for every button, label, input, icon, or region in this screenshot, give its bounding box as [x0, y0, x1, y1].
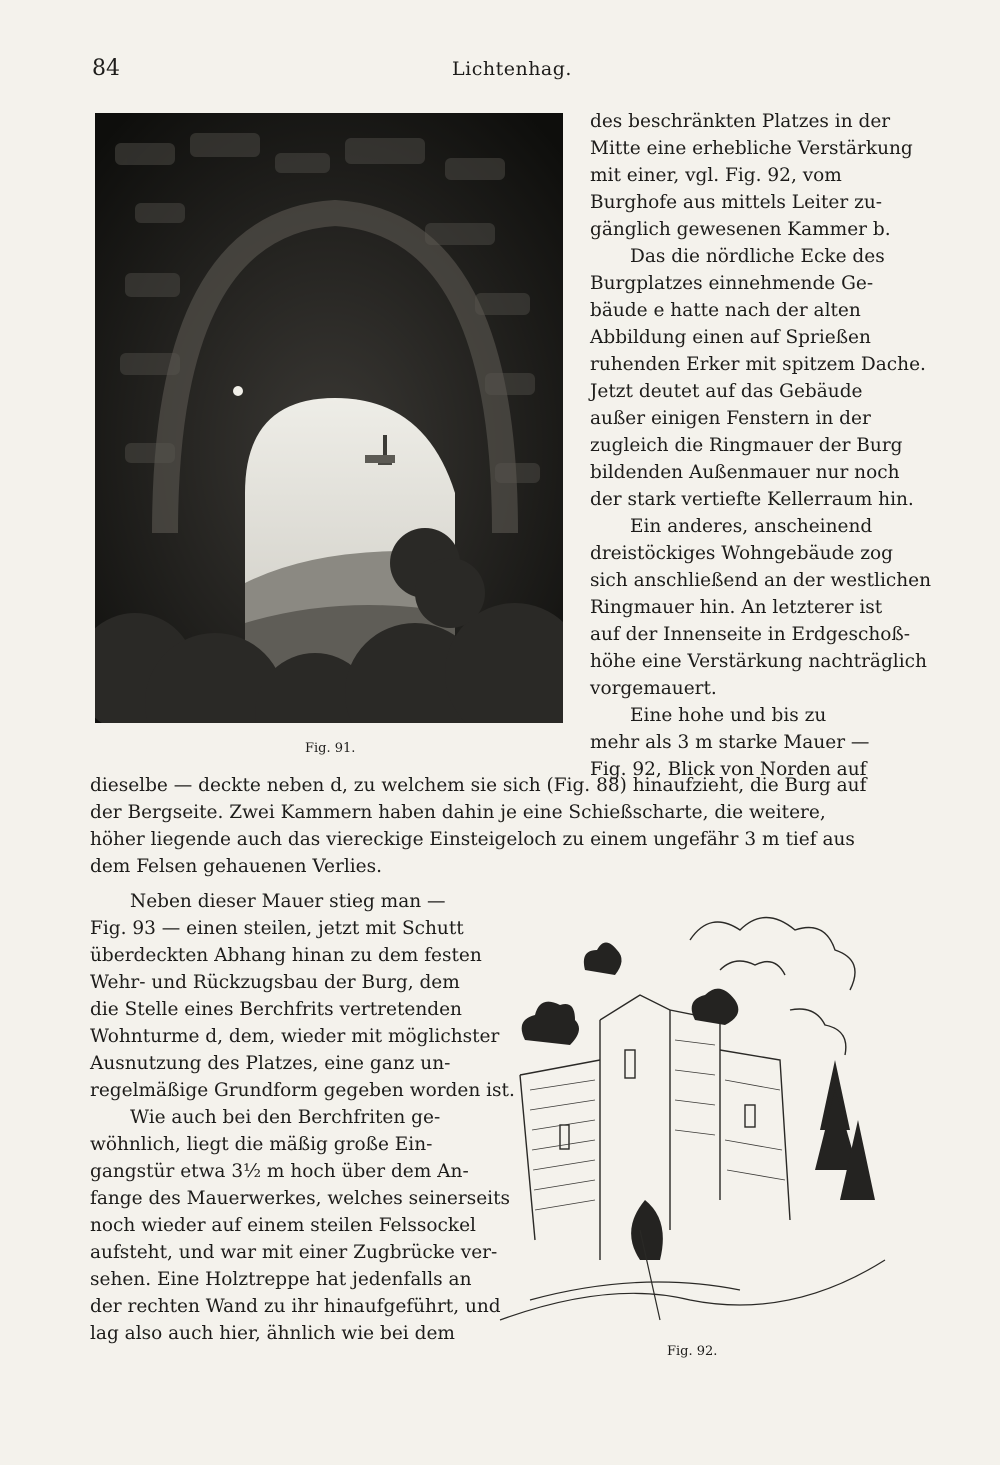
text-line: regelmäßige Grundform gegeben worden ist.: [90, 1080, 515, 1101]
text-line: Burghofe aus mittels Leiter zu-: [590, 192, 882, 213]
text-line: der stark vertiefte Kellerraum hin.: [590, 489, 914, 510]
figure-92-caption: Fig. 92.: [667, 1344, 718, 1359]
text-line: noch wieder auf einem steilen Felssockel: [90, 1215, 476, 1236]
text-line: gangstür etwa 3½ m hoch über dem An-: [90, 1161, 469, 1182]
text-line: außer einigen Fenstern in der: [590, 408, 871, 429]
text-line: fange des Mauerwerkes, welches seinerseits: [90, 1188, 510, 1209]
text-line: höher liegende auch das viereckige Einsteigeloch zu einem ungefähr 3 m tief aus: [90, 829, 855, 850]
text-line: Fig. 93 — einen steilen, jetzt mit Schutt: [90, 918, 464, 939]
figure-91-photo: [95, 113, 563, 723]
text-line: lag also auch hier, ähnlich wie bei dem: [90, 1323, 455, 1344]
ruin-tower-illustration: [490, 900, 895, 1340]
text-line: dreistöckiges Wohngebäude zog: [590, 543, 893, 564]
text-line: Wohnturme d, dem, wieder mit möglichster: [90, 1026, 500, 1047]
text-line: zugleich die Ringmauer der Burg: [590, 435, 903, 456]
text-line: des beschränkten Platzes in der: [590, 111, 891, 132]
text-line: Burgplatzes einnehmende Ge-: [590, 273, 874, 294]
text-line: Das die nördliche Ecke des: [630, 246, 885, 267]
text-line: sich anschließend an der westlichen: [590, 570, 932, 591]
text-line: mehr als 3 m starke Mauer —: [590, 732, 870, 753]
figure-92-drawing: [490, 900, 895, 1340]
full-width-text: [90, 772, 905, 880]
text-line: bildenden Außenmauer nur noch: [590, 462, 900, 483]
text-line: Jetzt deutet auf das Gebäude: [590, 381, 863, 402]
figure-91-caption: Fig. 91.: [305, 741, 356, 756]
text-line: Fig. 92, Blick von Norden auf: [590, 759, 867, 780]
page-number: 84: [92, 56, 120, 81]
text-line: mit einer, vgl. Fig. 92, vom: [590, 165, 842, 186]
text-line: Eine hohe und bis zu: [630, 705, 827, 726]
text-line: dem Felsen gehauenen Verlies.: [90, 856, 383, 877]
text-line: bäude e hatte nach der alten: [590, 300, 861, 321]
text-line: vorgemauert.: [590, 678, 717, 699]
text-line: der rechten Wand zu ihr hinaufgeführt, und: [90, 1296, 501, 1317]
running-head: Lichtenhag.: [452, 58, 572, 80]
text-line: wöhnlich, liegt die mäßig große Ein-: [90, 1134, 433, 1155]
text-line: Neben dieser Mauer stieg man —: [130, 891, 446, 912]
text-line: Abbildung einen auf Sprießen: [590, 327, 871, 348]
text-line: Ein anderes, anscheinend: [630, 516, 873, 537]
text-line: Wehr- und Rückzugsbau der Burg, dem: [90, 972, 460, 993]
left-column-text: [90, 888, 515, 1347]
text-line: auf der Innenseite in Erdgeschoß-: [590, 624, 911, 645]
text-line: überdeckten Abhang hinan zu dem festen: [90, 945, 482, 966]
text-line: dieselbe — deckte neben d, zu welchem sie sich (Fig. 88) hinaufzieht, die Burg auf: [90, 775, 867, 796]
text-line: ruhenden Erker mit spitzem Dache.: [590, 354, 926, 375]
text-line: gänglich gewesenen Kammer b.: [590, 219, 891, 240]
text-line: Ringmauer hin. An letzterer ist: [590, 597, 883, 618]
right-column-text: [590, 108, 932, 783]
text-line: Ausnutzung des Platzes, eine ganz un-: [90, 1053, 451, 1074]
archway-photo-illustration: [95, 113, 563, 723]
text-line: die Stelle eines Berchfrits vertretenden: [90, 999, 462, 1020]
text-line: der Bergseite. Zwei Kammern haben dahin je eine Schießscharte, die weitere,: [90, 802, 826, 823]
text-line: höhe eine Verstärkung nachträglich: [590, 651, 927, 672]
text-line: Mitte eine erhebliche Verstärkung: [590, 138, 913, 159]
text-line: Wie auch bei den Berchfriten ge-: [130, 1107, 441, 1128]
text-line: sehen. Eine Holztreppe hat jedenfalls an: [90, 1269, 472, 1290]
text-line: aufsteht, und war mit einer Zugbrücke ver-: [90, 1242, 498, 1263]
